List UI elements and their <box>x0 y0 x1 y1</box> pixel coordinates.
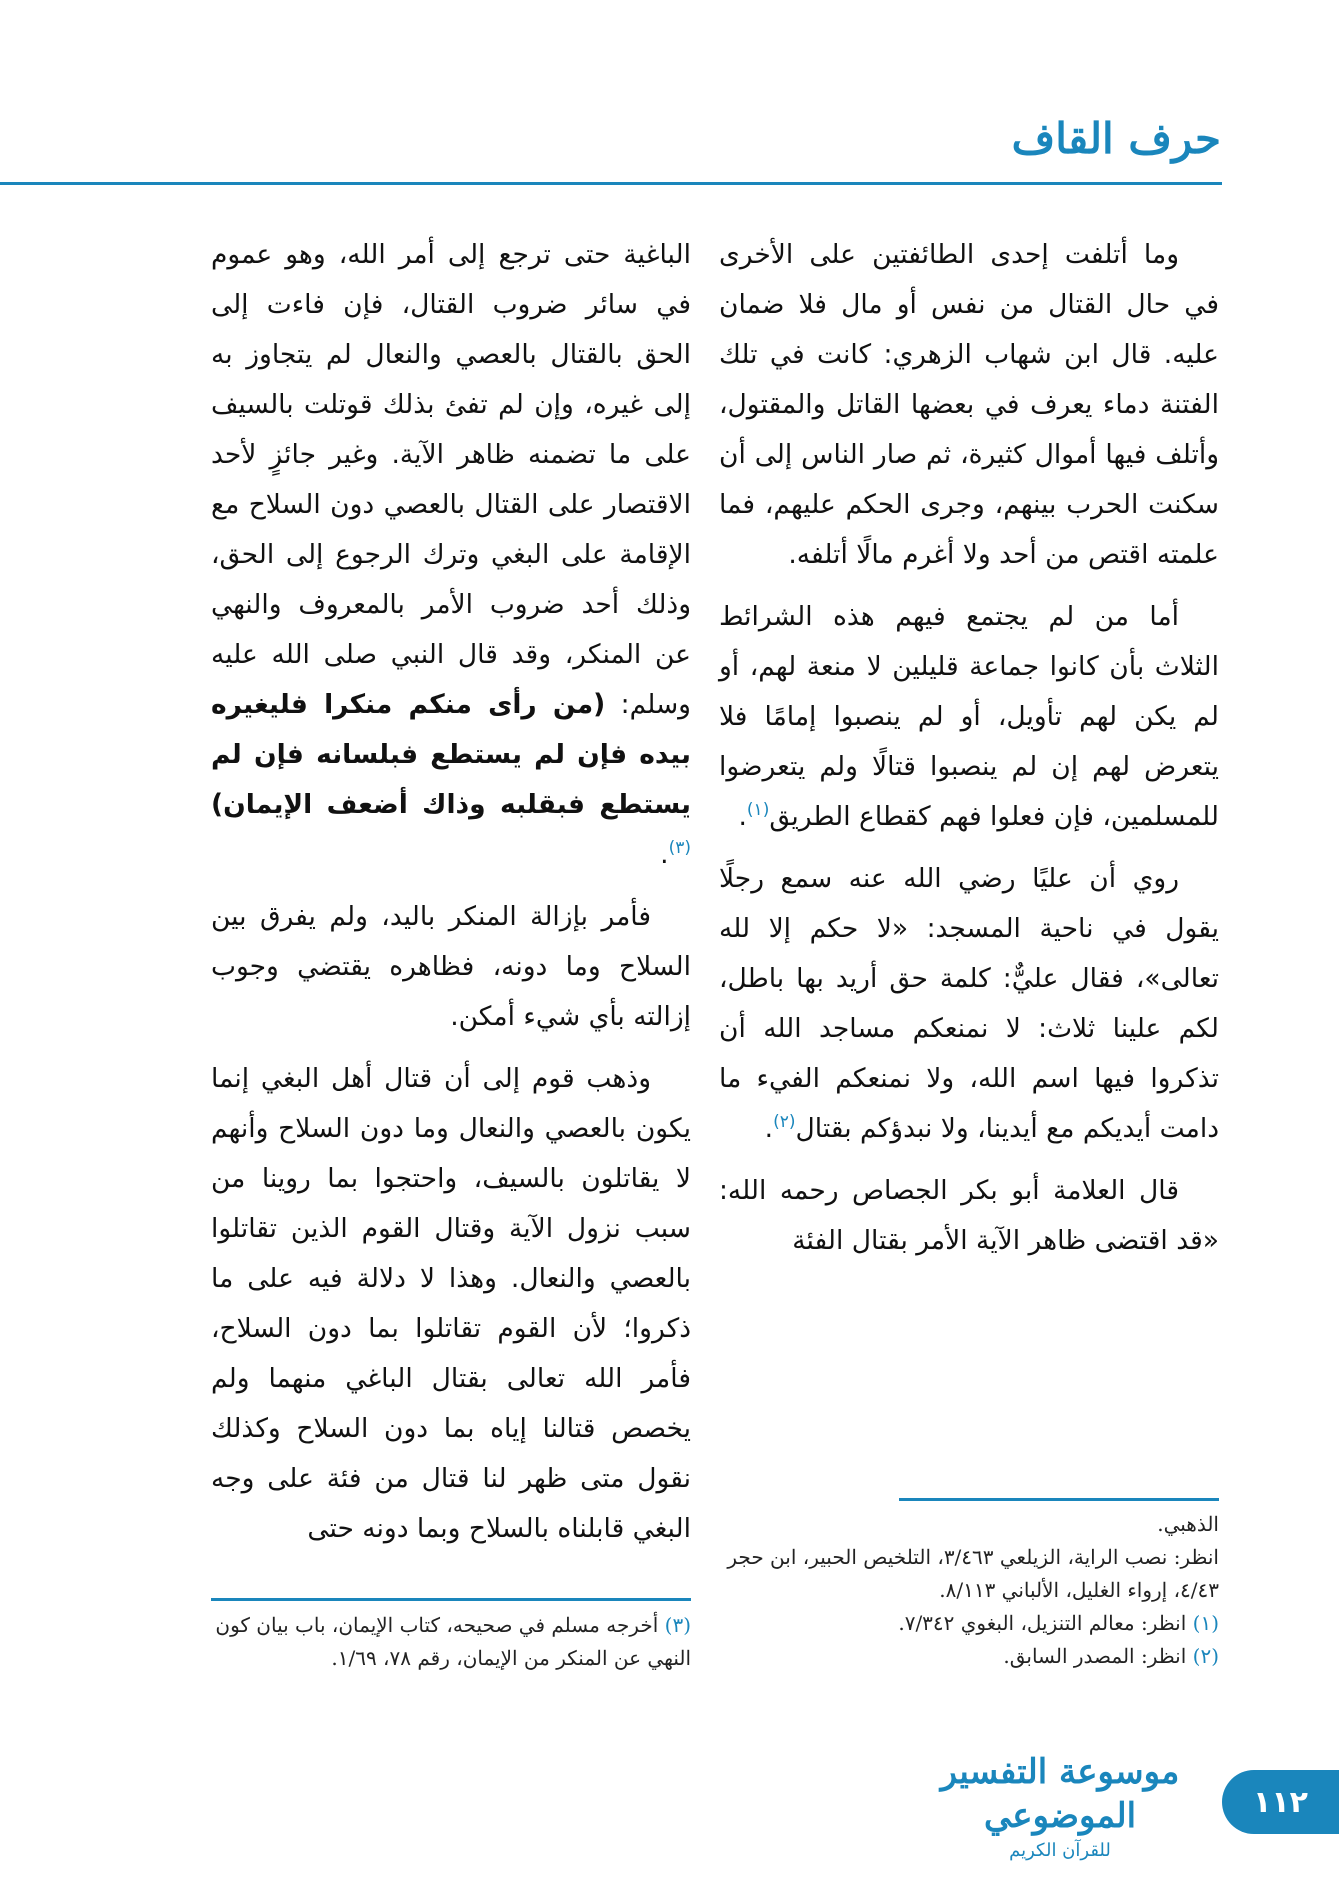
logo-subtitle: للقرآن الكريم <box>1009 1840 1111 1861</box>
footnote-text: أخرجه مسلم في صحيحه، كتاب الإيمان، باب بيان كون النهي عن المنكر من الإيمان، رقم ٧٨، ١/٦٩. <box>215 1613 691 1670</box>
footnote-number: (١) <box>1192 1611 1219 1635</box>
paragraph: قال العلامة أبو بكر الجصاص رحمه الله: «قد اقتضى ظاهر الآية الأمر بقتال الفئة <box>719 1175 1219 1256</box>
paragraph-text: أما من لم يجتمع فيهم هذه الشرائط الثلاث بأن كانوا جماعة قليلين لا منعة لهم، أو لم يكن لهم تأويل، أو لم ينصبوا إمامًا فلا يتعرض لهم إن لم ينصبوا قتالًا ولم يتعرضوا للمسلمين، فإن فعلوا فهم كقطاع الطريق <box>719 601 1219 832</box>
paragraph: وذهب قوم إلى أن قتال أهل البغي إنما يكون بالعصي والنعال وما دون السلاح وأنهم لا يقاتلون بالسيف، واحتجوا بما روينا من سبب نزول الآية وقتال القوم الذين تقاتلوا بالعصي والنعال. وهذا لا دلالة فيه على ما ذكروا؛ لأن القوم تقاتلوا بما دون السلاح، فأمر الله تعالى بقتال الباغي منهما ولم يخصص قتالنا إياه بما دون السلاح وكذلك نقول متى ظهر لنا قتال من فئة على وجه البغي قابلناه بالسلاح وبما دونه حتى <box>211 1063 691 1544</box>
paragraph: الباغية حتى ترجع إلى أمر الله، وهو عموم في سائر ضروب القتال، فإن فاءت إلى الحق بالقتال بالعصي والنعال لم يتجاوز به إلى غيره، وإن لم تفئ بذلك قوتلت بالسيف على ما تضمنه ظاهر الآية. وغير جائزٍ لأحد الاقتصار على القتال بالعصي دون السلاح مع الإقامة على البغي وترك الرجوع إلى الحق، وذلك أحد ضروب الأمر بالمعروف والنهي عن المنكر، وقد قال النبي صلى الله عليه وسلم: (من رأى منكم منكرا فليغيره بيده فإن لم يستطع فبلسانه فإن لم يستطع فبقلبه وذاك أضعف الإيمان)$^{(٣)}$. <box>211 239 691 870</box>
footnote-ref-1[interactable]: (١) <box>746 800 770 821</box>
page-number: ١١٢ <box>1222 1770 1339 1834</box>
paragraph: أما من لم يجتمع فيهم هذه الشرائط الثلاث بأن كانوا جماعة قليلين لا منعة لهم، أو لم يكن لهم تأويل، أو لم ينصبوا إمامًا فلا يتعرض لهم إن لم ينصبوا قتالًا ولم يتعرضوا للمسلمين، فإن فعلوا فهم كقطاع الطريق$^{(١)}$. <box>719 601 1219 832</box>
logo-title: موسوعة التفسير الموضوعي <box>940 1752 1180 1836</box>
paragraph: روي أن عليًا رضي الله عنه سمع رجلًا يقول في ناحية المسجد: «لا حكم إلا لله تعالى»، فقال عليٌّ: كلمة حق أريد بها باطل، لكم علينا ثلاث: لا نمنعكم مساجد الله أن تذكروا فيها اسم الله، ولا نمنعكم الفيء ما دامت أيديكم مع أيدينا، ولا نبدؤكم بقتال$^{(٢)}$. <box>719 863 1219 1144</box>
header-rule <box>0 182 1222 185</box>
footnote-number: (٣) <box>664 1613 691 1637</box>
footnote-ref-3[interactable]: (٣) <box>668 838 691 859</box>
paragraph-text: الباغية حتى ترجع إلى أمر الله، وهو عموم في سائر ضروب القتال، فإن فاءت إلى الحق بالقتال بالعصي والنعال لم يتجاوز به إلى غيره، وإن لم تفئ بذلك قوتلت بالسيف على ما تضمنه ظاهر الآية. وغير جائزٍ لأحد الاقتصار على القتال بالعصي دون السلاح مع الإقامة على البغي وترك الرجوع إلى الحق، وذلك أحد ضروب الأمر بالمعروف والنهي عن المنكر، وقد قال النبي صلى الله عليه وسلم: <box>211 239 691 720</box>
footnote-divider <box>899 1498 1219 1501</box>
footnote-3 <box>211 1609 691 1675</box>
footnote-ref-2[interactable]: (٢) <box>773 1112 796 1133</box>
footnotes-right <box>719 1508 1219 1673</box>
encyclopedia-logo <box>930 1750 1190 1860</box>
footnote-continuation: الذهبي. <box>1157 1512 1219 1536</box>
paragraph: وما أتلفت إحدى الطائفتين على الأخرى في حال القتال من نفس أو مال فلا ضمان عليه. قال ابن شهاب الزهري: كانت في تلك الفتنة دماء يعرف في بعضها القاتل والمقتول، وأتلف فيها أموال كثيرة، ثم صار الناس إلى أن سكنت الحرب بينهم، وجرى الحكم عليهم، فما علمته اقتص من أحد ولا أغرم مالًا أتلفه. <box>719 239 1219 570</box>
footnote-text: انظر: معالم التنزيل، البغوي ٧/٣٤٢. <box>898 1611 1187 1635</box>
footnotes-left <box>211 1598 691 1675</box>
footnote-continuation: انظر: نصب الراية، الزيلعي ٣/٤٦٣، التلخيص الحبير، ابن حجر ٤/٤٣، إرواء الغليل، الألباني ٨/١١٣. <box>727 1545 1219 1602</box>
footnote-number: (٢) <box>1192 1644 1219 1668</box>
footnote-2 <box>719 1640 1219 1673</box>
hadith-quote: (من رأى منكم منكرا فليغيره بيده فإن لم يستطع فبلسانه فإن لم يستطع فبقلبه وذاك أضعف الإيمان) <box>211 689 691 820</box>
footnote-1 <box>719 1607 1219 1640</box>
right-column <box>719 230 1219 1278</box>
paragraph-text: روي أن عليًا رضي الله عنه سمع رجلًا يقول في ناحية المسجد: «لا حكم إلا لله تعالى»، فقال عليٌّ: كلمة حق أريد بها باطل، لكم علينا ثلاث: لا نمنعكم مساجد الله أن تذكروا فيها اسم الله، ولا نمنعكم الفيء ما دامت أيديكم مع أيدينا، ولا نبدؤكم بقتال <box>719 863 1219 1144</box>
section-title: حرف القاف <box>1011 114 1221 163</box>
paragraph: فأمر بإزالة المنكر باليد، ولم يفرق بين السلاح وما دونه، فظاهره يقتضي وجوب إزالته بأي شيء أمكن. <box>211 901 691 1032</box>
footnote-text: انظر: المصدر السابق. <box>1003 1644 1187 1668</box>
left-column <box>211 230 691 1566</box>
